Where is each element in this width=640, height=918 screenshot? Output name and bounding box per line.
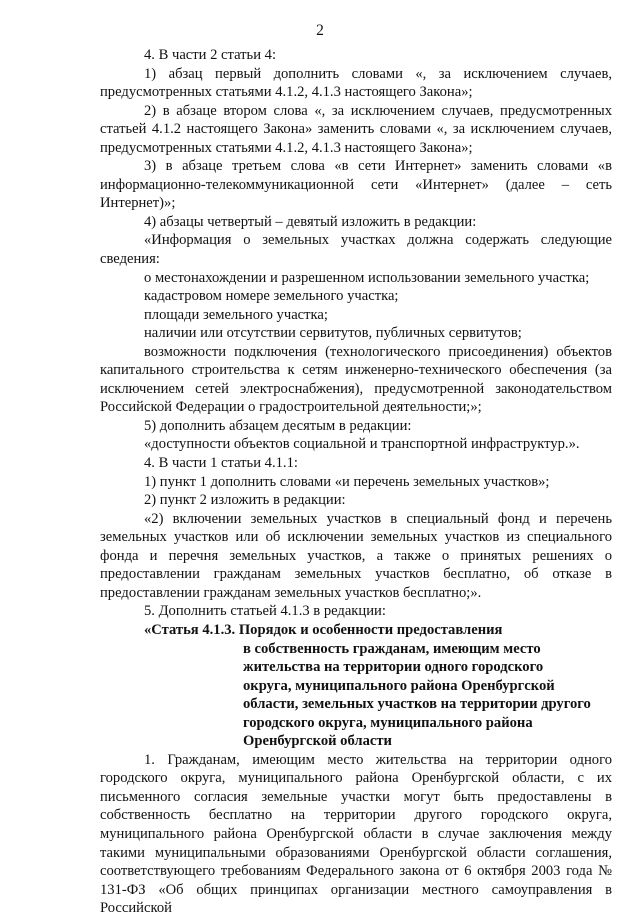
paragraph-quote-accessibility: «доступности объектов социальной и транспортной инфраструктур.».: [144, 436, 580, 453]
article-heading: [100, 621, 612, 751]
paragraph-amendment-4-header: 4. В части 2 статьи 4:: [144, 47, 277, 63]
paragraph-quote-cadastral: кадастровом номере земельного участка;: [144, 288, 399, 305]
paragraph-amendment-4-2: 2) в абзаце втором слова «, за исключением случаев, предусмотренных статьей 4.1.2 настоящего Закона» заменить словами «, за исключением случаев, предусмотренных статьями 4.1.2, 4.1.3 настоящего Закона»;: [100, 102, 612, 156]
paragraph-amendment-article-4-1-1: 4. В части 1 статьи 4.1.1:: [144, 455, 298, 472]
page-number: 2: [316, 22, 324, 39]
document-body: [100, 46, 612, 918]
article-heading-line: области, земельных участков на территории другого: [243, 696, 591, 713]
paragraph-quote-servitudes: наличии или отсутствии сервитутов, публичных сервитутов;: [144, 325, 522, 342]
paragraph-quote-area: площади земельного участка;: [144, 306, 328, 323]
paragraph-amendment-4-4: 4) абзацы четвертый – девятый изложить в редакции:: [144, 213, 477, 230]
article-heading-line: в собственность гражданам, имеющим место: [243, 640, 541, 657]
article-heading-line: городского округа, муниципального района: [243, 714, 533, 731]
paragraph-amendment-4-3: 3) в абзаце третьем слова «в сети Интернет» заменить словами «в информационно-телекоммуникационной сети «Интернет» (далее – сеть Интернет)»;: [100, 158, 612, 212]
paragraph-amendment-4-1: 1) абзац первый дополнить словами «, за исключением случаев, предусмотренных статьями 4.1.2, 4.1.3 настоящего Закона»;: [100, 65, 612, 101]
paragraph-amendment-4-5: 5) дополнить абзацем десятым в редакции:: [144, 417, 412, 434]
paragraph-point-2: 2) пункт 2 изложить в редакции:: [144, 492, 346, 509]
paragraph-quote-connection: возможности подключения (технологического присоединения) объектов капитального строительства к сетям инженерно-технического обеспечения (за исключением сетей электроснабжения), предусмотренной законодательством Российской Федерации о градостроительной деятельности;»;: [100, 343, 612, 416]
article-heading-line: жительства на территории одного городского: [243, 659, 544, 676]
article-heading-line: Оренбургской области: [243, 733, 392, 750]
article-heading-line: округа, муниципального района Оренбургской: [243, 677, 555, 694]
paragraph-quote-info: «Информация о земельных участках должна содержать следующие сведения:: [100, 232, 612, 268]
paragraph-quote-location: о местонахождении и разрешенном использовании земельного участка;: [144, 269, 590, 286]
paragraph-quote-special-fund: «2) включении земельных участков в специальный фонд и перечень земельных участков или об исключении земельных участков из специального фонда и перечня земельных участков, а также о принятых решениях о предоставлении гражданам земельных участков бесплатно, об отказе в предоставлении гражданам земельных участков бесплатно;».: [100, 510, 612, 601]
paragraph-article-body: 1. Гражданам, имеющим место жительства на территории одного городского округа, муниципального района Оренбургской области, с их письменного согласия земельные участки могут быть предоставлены в собственность бесплатно на территории другого городского округа, муниципального района Оренбургской области в случае заключения между такими муниципальными образованиями Оренбургской области соглашения, соответствующего требованиям Федерального закона от 6 октября 2003 года № 131-ФЗ «Об общих принципах организации местного самоуправления в Российской: [100, 751, 612, 917]
paragraph-point-1: 1) пункт 1 дополнить словами «и перечень земельных участков»;: [144, 473, 550, 490]
paragraph-amendment-5: 5. Дополнить статьей 4.1.3 в редакции:: [144, 603, 386, 620]
article-heading-line: «Статья 4.1.3. Порядок и особенности предоставления: [144, 621, 503, 638]
